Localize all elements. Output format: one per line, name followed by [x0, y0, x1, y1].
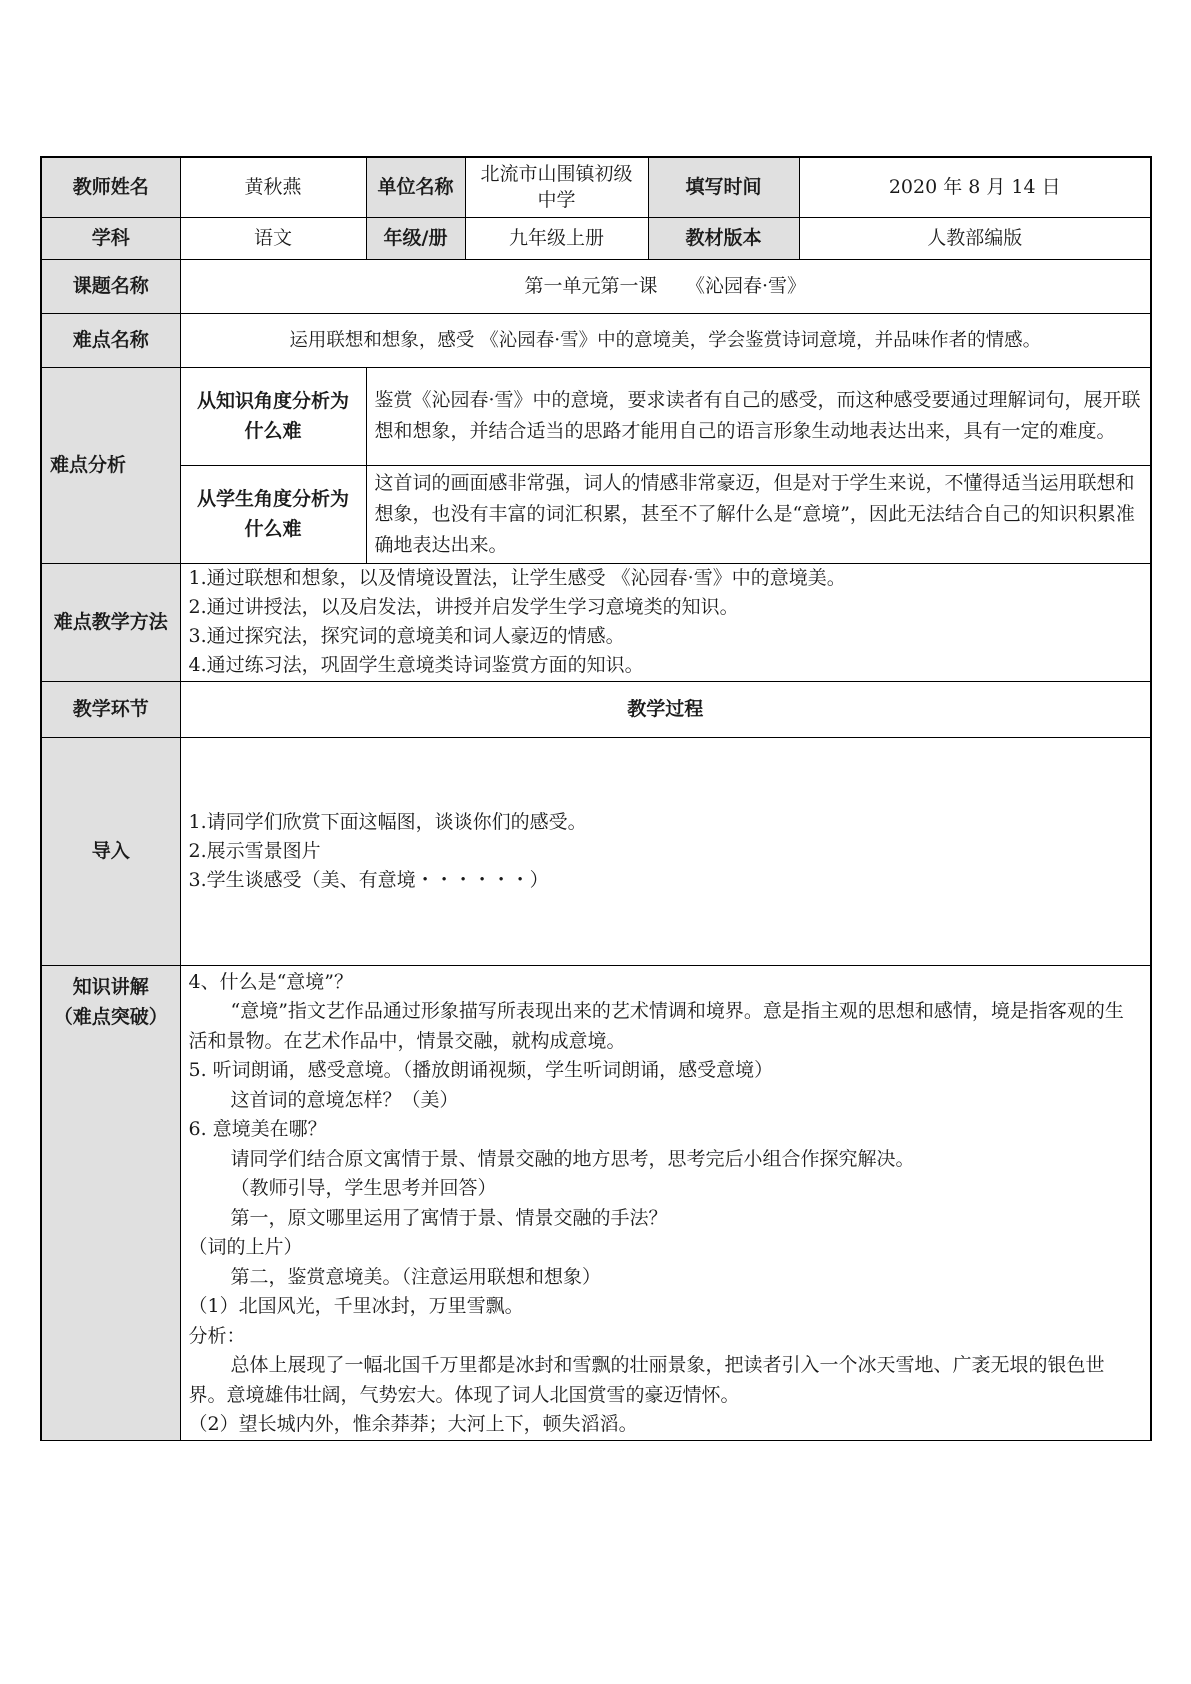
intro-label: 导入 — [41, 737, 180, 965]
fill-date-label: 填写时间 — [648, 157, 799, 217]
grade-label: 年级/册 — [366, 217, 465, 259]
header-row-1 — [41, 157, 1151, 217]
knowledge-line-10: 第二，鉴赏意境美。（注意运用联想和想象） — [230, 1265, 602, 1288]
analysis-knowledge-row — [41, 367, 1151, 465]
student-angle-label: 从学生角度分析为什么难 — [180, 465, 366, 563]
topic-row — [41, 259, 1151, 313]
methods-item-1: 1.通过联想和想象，以及情境设置法，让学生感受 《沁园春·雪》中的意境美。 — [188, 567, 846, 589]
lesson-plan-document — [40, 156, 1150, 1441]
intro-list — [180, 737, 1151, 965]
knowledge-content — [180, 965, 1151, 1440]
knowledge-angle-label: 从知识角度分析为什么难 — [180, 367, 366, 465]
knowledge-angle-value: 鉴赏《沁园春·雪》中的意境，要求读者有自己的感受，而这种感受要通过理解词句，展开联想和想象，并结合适当的思路才能用自己的语言形象生动地表达出来，具有一定的难度。 — [366, 367, 1151, 465]
knowledge-line-1: 4、什么是“意境”？ — [188, 970, 354, 993]
methods-list — [180, 563, 1151, 681]
methods-item-2: 2.通过讲授法，以及启发法，讲授并启发学生学习意境类的知识。 — [188, 596, 739, 618]
knowledge-line-7: （教师引导，学生思考并回答） — [230, 1177, 497, 1199]
unit-name-value: 北流市山围镇初级中学 — [465, 157, 648, 217]
subject-label: 学科 — [41, 217, 180, 259]
knowledge-line-8: 第一，原文哪里运用了寓情于景、情景交融的手法？ — [230, 1206, 668, 1229]
knowledge-line-9: （词的上片） — [188, 1236, 303, 1258]
student-angle-value: 这首词的画面感非常强，词人的情感非常豪迈，但是对于学生来说，不懂得适当运用联想和想象，也没有丰富的词汇积累，甚至不了解什么是“意境”，因此无法结合自己的知识积累准确地表达出来。 — [366, 465, 1151, 563]
intro-row — [41, 737, 1151, 965]
methods-item-4: 4.通过练习法，巩固学生意境类诗词鉴赏方面的知识。 — [188, 654, 644, 676]
subject-value: 语文 — [180, 217, 366, 259]
difficulty-row — [41, 313, 1151, 367]
knowledge-line-13: 总体上展现了一幅北国千万里都是冰封和雪飘的壮丽景象，把读者引入一个冰天雪地、广袤无垠的银色世界。意境雄伟壮阔，气势宏大。体现了词人北国赏雪的豪迈情怀。 — [188, 1354, 1105, 1406]
header-row-2 — [41, 217, 1151, 259]
knowledge-label-line-2: （难点突破） — [53, 1005, 168, 1028]
methods-row — [41, 563, 1151, 681]
teaching-process-label: 教学过程 — [180, 681, 1151, 737]
grade-value: 九年级上册 — [465, 217, 648, 259]
knowledge-label — [41, 965, 180, 1440]
teaching-stage-label: 教学环节 — [41, 681, 180, 737]
teacher-name-label: 教师姓名 — [41, 157, 180, 217]
knowledge-line-4: 这首词的意境怎样？（美） — [230, 1088, 459, 1111]
methods-label: 难点教学方法 — [41, 563, 180, 681]
analysis-label: 难点分析 — [41, 367, 180, 563]
topic-label: 课题名称 — [41, 259, 180, 313]
analysis-student-row — [41, 465, 1151, 563]
knowledge-line-2: “意境”指文艺作品通过形象描写所表现出来的艺术情调和境界。意是指主观的思想和感情，境是指客观的生活和景物。在艺术作品中，情景交融，就构成意境。 — [188, 1000, 1124, 1052]
intro-item-1: 1.请同学们欣赏下面这幅图，谈谈你们的感受。 — [188, 810, 587, 833]
lesson-plan-table — [40, 156, 1152, 1441]
knowledge-line-5: 6. 意境美在哪？ — [188, 1118, 327, 1140]
methods-item-3: 3.通过探究法，探究词的意境美和词人豪迈的情感。 — [188, 625, 625, 647]
unit-name-label: 单位名称 — [366, 157, 465, 217]
knowledge-line-6: 请同学们结合原文寓情于景、情景交融的地方思考，思考完后小组合作探究解决。 — [230, 1147, 915, 1170]
fill-date-value: 2020 年 8 月 14 日 — [799, 157, 1151, 217]
intro-item-2: 2.展示雪景图片 — [188, 839, 321, 862]
teacher-name-value: 黄秋燕 — [180, 157, 366, 217]
knowledge-line-11: （1）北国风光，千里冰封，万里雪飘。 — [188, 1295, 524, 1317]
difficulty-label: 难点名称 — [41, 313, 180, 367]
knowledge-line-3: 5. 听词朗诵，感受意境。（播放朗诵视频，学生听词朗诵，感受意境） — [188, 1059, 774, 1081]
knowledge-line-12: 分析： — [188, 1324, 246, 1347]
knowledge-row — [41, 965, 1151, 1440]
knowledge-label-line-1: 知识讲解 — [72, 975, 149, 998]
intro-item-3: 3.学生谈感受（美、有意境・・・・・・） — [188, 868, 549, 891]
knowledge-line-14: （2）望长城内外，惟余莽莽；大河上下，顿失滔滔。 — [188, 1413, 638, 1435]
difficulty-value: 运用联想和想象，感受 《沁园春·雪》中的意境美，学会鉴赏诗词意境，并品味作者的情感。 — [180, 313, 1151, 367]
topic-value: 第一单元第一课 《沁园春·雪》 — [180, 259, 1151, 313]
process-header-row — [41, 681, 1151, 737]
edition-value: 人教部编版 — [799, 217, 1151, 259]
edition-label: 教材版本 — [648, 217, 799, 259]
